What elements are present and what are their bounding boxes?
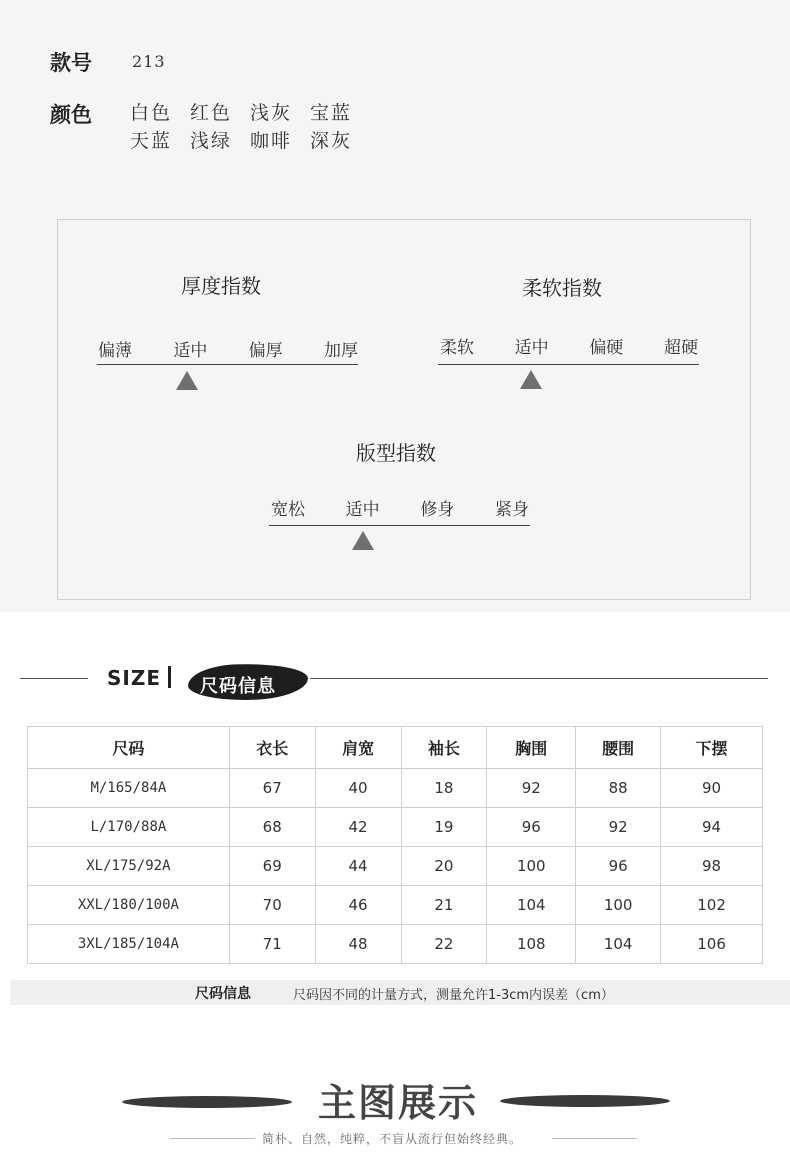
table-header-row <box>28 727 763 769</box>
color-item: 浅灰 <box>250 102 293 124</box>
thickness-scale <box>98 336 358 361</box>
table-row <box>28 886 763 925</box>
table-cell: 100 <box>487 847 576 886</box>
column-header: 肩宽 <box>315 727 401 769</box>
table-cell: 42 <box>315 808 401 847</box>
size-title: 尺码信息 <box>200 676 276 697</box>
table-cell: 70 <box>229 886 315 925</box>
fit-option: 修身 <box>420 500 455 520</box>
color-item: 咖啡 <box>250 130 293 152</box>
table-cell: 96 <box>576 847 661 886</box>
subtitle-divider-left <box>170 1138 255 1139</box>
table-row <box>28 925 763 964</box>
color-item: 红色 <box>190 102 233 124</box>
size-cell: 3XL/185/104A <box>28 925 230 964</box>
column-header: 腰围 <box>576 727 661 769</box>
size-cell: XL/175/92A <box>28 847 230 886</box>
table-cell: 68 <box>229 808 315 847</box>
main-image-title: 主图展示 <box>318 1080 479 1125</box>
size-note-bar <box>10 980 790 1005</box>
column-header: 尺码 <box>28 727 230 769</box>
softness-option: 适中 <box>514 338 549 358</box>
subtitle-divider-right <box>552 1138 637 1139</box>
table-cell: 46 <box>315 886 401 925</box>
table-cell: 90 <box>661 769 763 808</box>
thickness-option: 偏厚 <box>248 341 283 361</box>
size-divider-left <box>20 678 88 679</box>
table-cell: 104 <box>576 925 661 964</box>
thickness-scale-line <box>97 364 358 365</box>
table-cell: 48 <box>315 925 401 964</box>
softness-option: 柔软 <box>440 338 474 358</box>
table-cell: 96 <box>487 808 576 847</box>
fit-option: 宽松 <box>271 500 305 520</box>
table-row <box>28 847 763 886</box>
softness-scale-line <box>438 364 699 365</box>
column-header: 衣长 <box>229 727 315 769</box>
color-label: 颜色 <box>50 103 92 127</box>
table-cell: 92 <box>487 769 576 808</box>
fit-scale-line <box>269 525 530 526</box>
table-cell: 104 <box>487 886 576 925</box>
table-cell: 44 <box>315 847 401 886</box>
thickness-marker-icon <box>176 371 198 390</box>
fit-marker-icon <box>352 531 374 550</box>
thickness-option: 偏薄 <box>98 341 132 361</box>
fit-scale <box>271 495 529 520</box>
thickness-index-title: 厚度指数 <box>181 274 261 298</box>
size-divider-right <box>310 678 768 679</box>
softness-option: 偏硬 <box>589 338 624 358</box>
fit-index-title: 版型指数 <box>356 441 436 465</box>
size-cell: M/165/84A <box>28 769 230 808</box>
table-cell: 98 <box>661 847 763 886</box>
main-image-subtitle: 简朴、自然，纯粹，不盲从流行但始终经典。 <box>262 1132 523 1146</box>
fit-option: 紧身 <box>494 500 529 520</box>
table-cell: 106 <box>661 925 763 964</box>
model-value: 213 <box>132 52 166 71</box>
table-cell: 102 <box>661 886 763 925</box>
table-cell: 94 <box>661 808 763 847</box>
thickness-option: 加厚 <box>323 341 358 361</box>
column-header: 下摆 <box>661 727 763 769</box>
size-table <box>27 726 763 964</box>
table-cell: 88 <box>576 769 661 808</box>
table-cell: 69 <box>229 847 315 886</box>
table-cell: 19 <box>401 808 487 847</box>
table-cell: 18 <box>401 769 487 808</box>
size-label: SIZE <box>107 666 162 690</box>
table-row <box>28 769 763 808</box>
size-cell: L/170/88A <box>28 808 230 847</box>
color-list <box>130 99 390 155</box>
table-row <box>28 808 763 847</box>
model-label: 款号 <box>50 51 92 75</box>
table-cell: 20 <box>401 847 487 886</box>
softness-scale <box>440 333 698 358</box>
table-cell: 100 <box>576 886 661 925</box>
table-cell: 21 <box>401 886 487 925</box>
size-note-text: 尺码因不同的计量方式，测量允许1-3cm内误差（cm） <box>293 988 614 1003</box>
size-note-title: 尺码信息 <box>195 986 251 1002</box>
color-item: 天蓝 <box>130 130 173 152</box>
column-header: 袖长 <box>401 727 487 769</box>
fabric-index-panel <box>57 219 751 600</box>
size-cell: XXL/180/100A <box>28 886 230 925</box>
softness-marker-icon <box>520 370 542 389</box>
column-header: 胸围 <box>487 727 576 769</box>
table-cell: 22 <box>401 925 487 964</box>
table-cell: 92 <box>576 808 661 847</box>
color-item: 宝蓝 <box>310 102 353 124</box>
softness-option: 超硬 <box>663 338 698 358</box>
softness-index-title: 柔软指数 <box>522 276 602 300</box>
thickness-option: 适中 <box>173 341 208 361</box>
color-item: 浅绿 <box>190 130 233 152</box>
brush-stroke-right <box>500 1095 670 1107</box>
table-cell: 108 <box>487 925 576 964</box>
color-item: 白色 <box>130 102 173 124</box>
size-separator <box>168 666 171 688</box>
table-cell: 40 <box>315 769 401 808</box>
brush-stroke-left <box>122 1096 292 1108</box>
table-cell: 67 <box>229 769 315 808</box>
table-cell: 71 <box>229 925 315 964</box>
fit-option: 适中 <box>345 500 380 520</box>
color-item: 深灰 <box>310 130 353 152</box>
